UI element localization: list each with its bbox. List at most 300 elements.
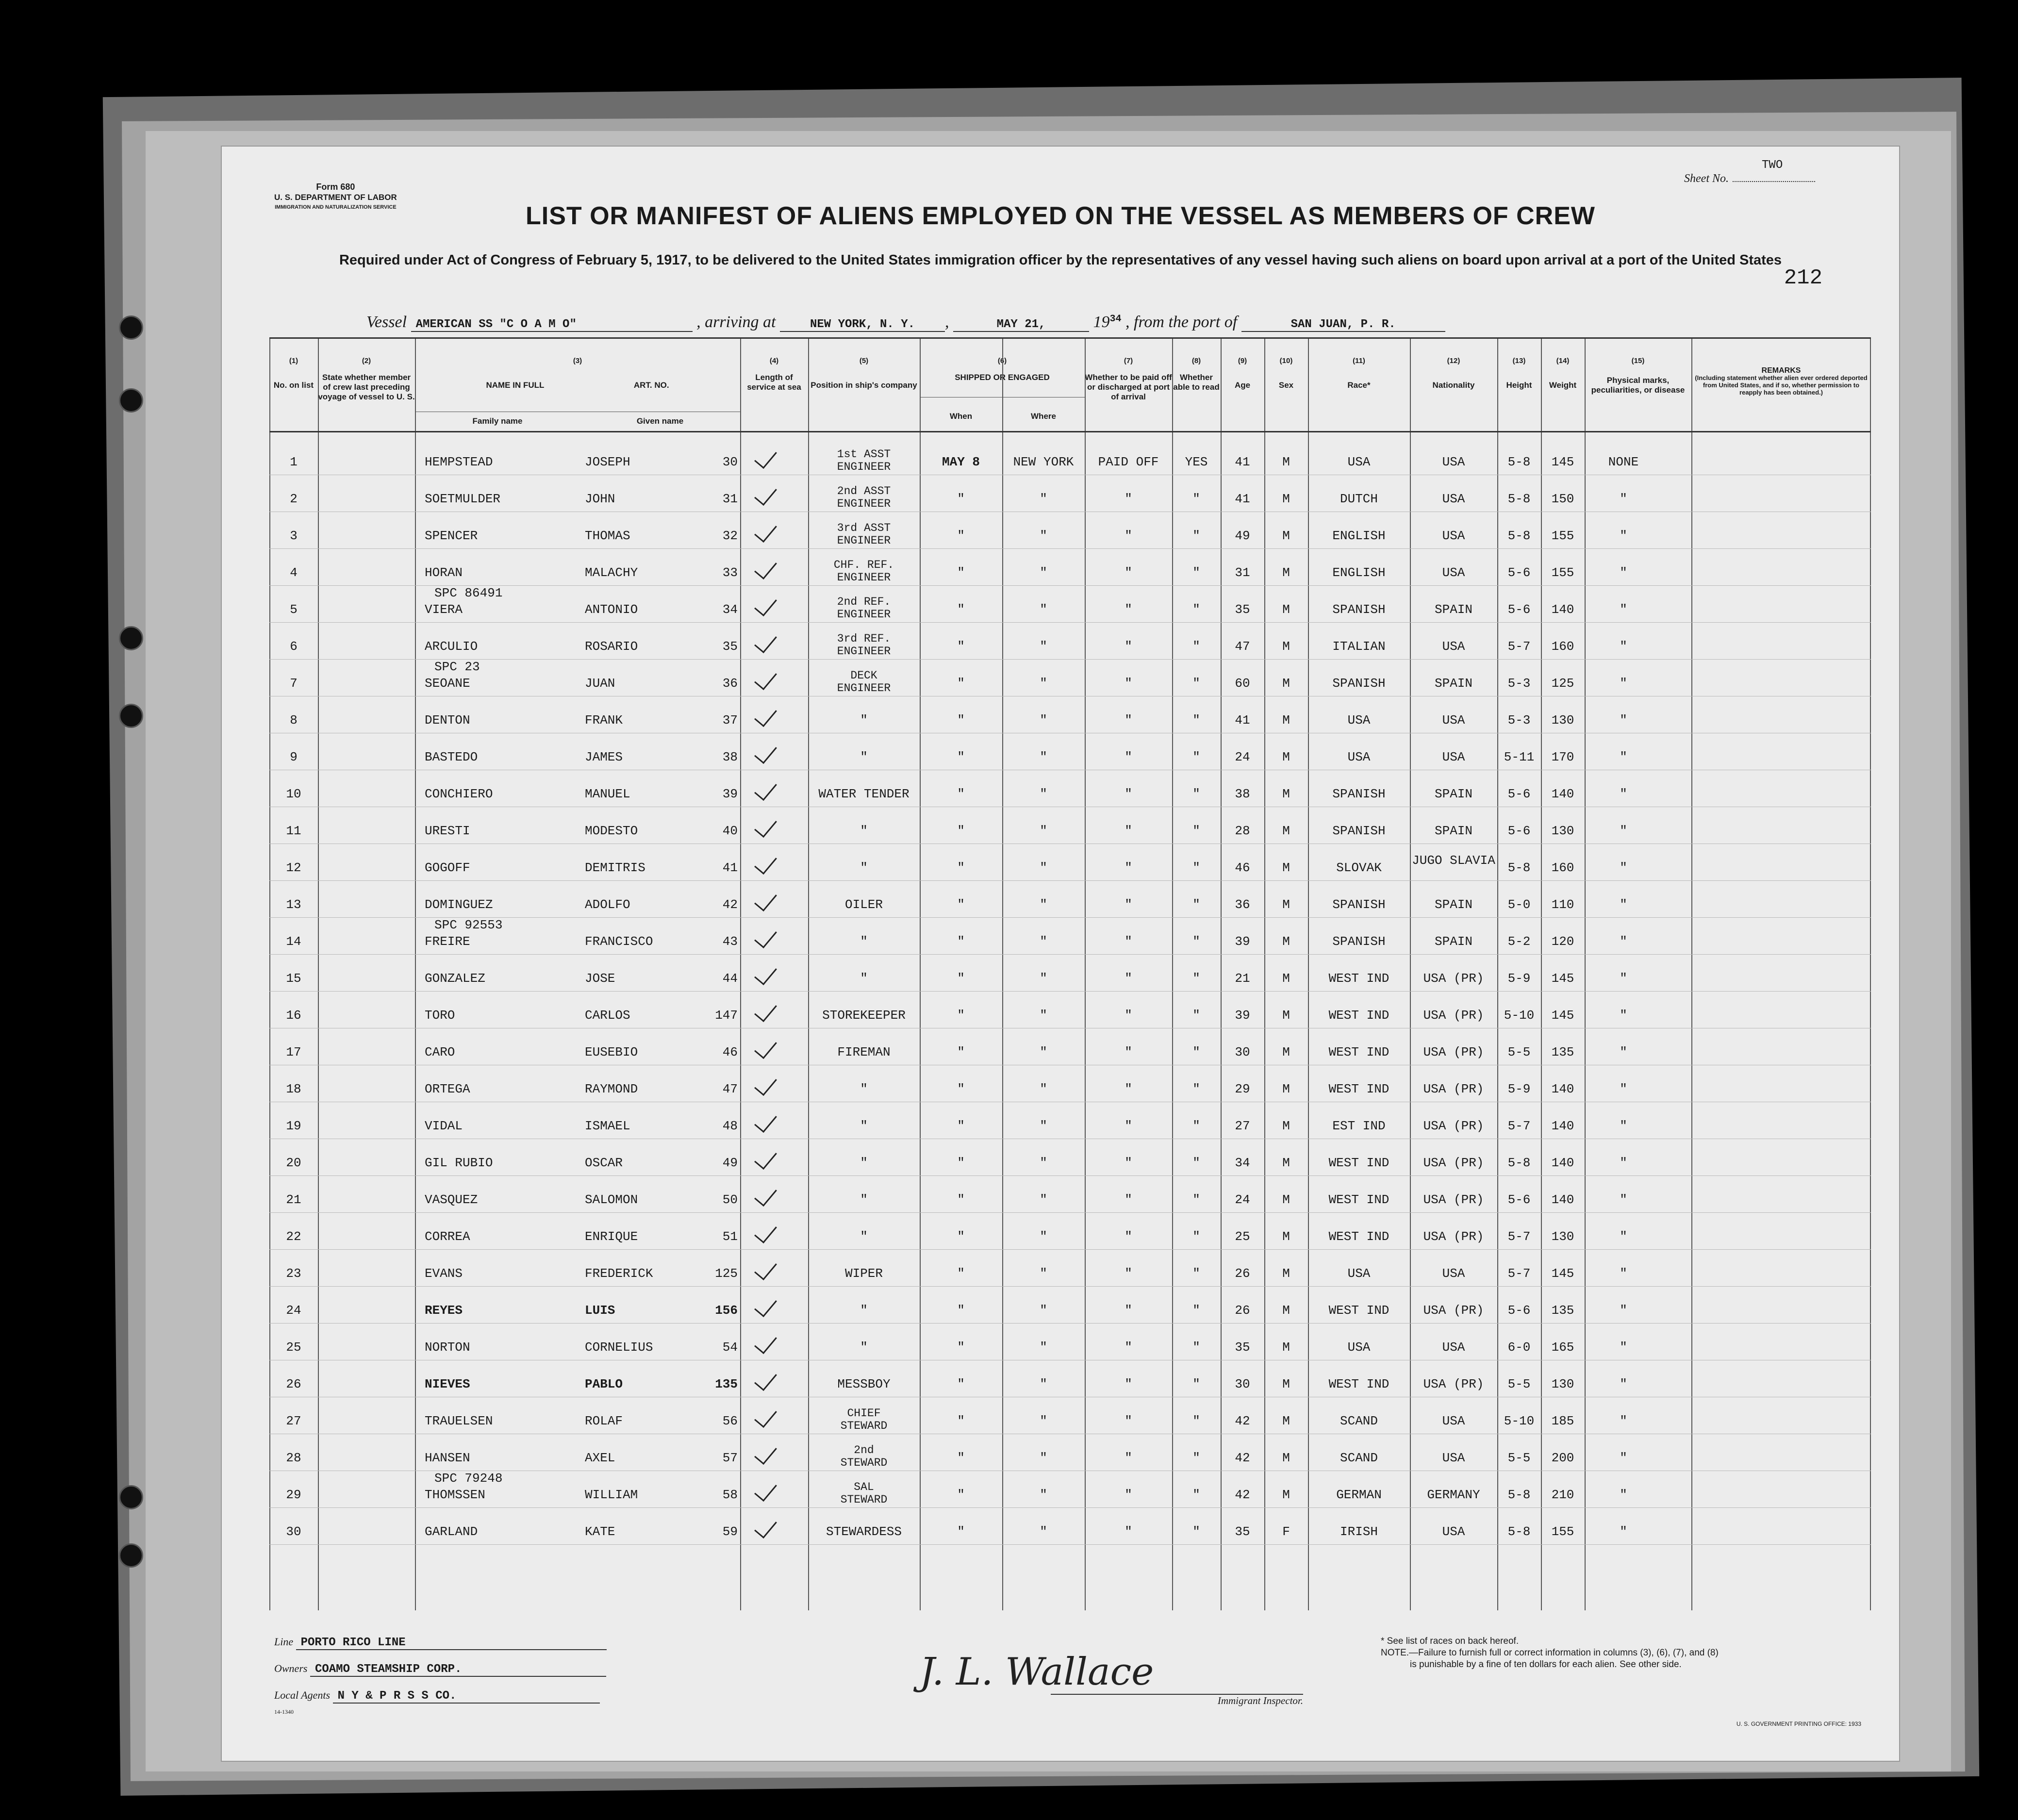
position: CHIEF <box>847 1407 881 1420</box>
height: 5-5 <box>1507 1045 1531 1059</box>
position: 2nd REF. <box>837 596 891 608</box>
shipped-when: " <box>957 750 965 764</box>
weight: 145 <box>1551 1266 1574 1281</box>
sex: M <box>1282 1488 1290 1502</box>
able-to-read: " <box>1192 1008 1200 1023</box>
height: 5-6 <box>1507 787 1531 801</box>
given-name: LUIS <box>585 1303 615 1318</box>
row-number: 20 <box>286 1156 301 1170</box>
age: 27 <box>1235 1119 1250 1133</box>
art-number: 125 <box>715 1266 738 1281</box>
sheet-number <box>1684 159 1815 185</box>
row-rule <box>269 991 1871 992</box>
able-to-read: " <box>1192 971 1200 986</box>
nationality: USA (PR) <box>1423 1045 1484 1059</box>
checkmark-icon <box>754 814 777 838</box>
checkmark-icon <box>754 445 777 469</box>
height: 5-7 <box>1507 639 1531 654</box>
weight: 160 <box>1551 639 1574 654</box>
column-rule <box>1870 339 1871 1610</box>
age: 49 <box>1235 529 1250 543</box>
art-number: 46 <box>722 1045 738 1059</box>
service-name: IMMIGRATION AND NATURALIZATION SERVICE <box>275 204 397 210</box>
inspector-label: Immigrant Inspector. <box>1051 1694 1303 1707</box>
position-line2: ENGINEER <box>837 608 891 621</box>
family-name: GIL RUBIO <box>425 1156 493 1170</box>
age: 21 <box>1235 971 1250 986</box>
weight: 165 <box>1551 1340 1574 1355</box>
checkmark-icon <box>754 1330 777 1354</box>
family-name: VIERA <box>425 602 463 617</box>
nationality: USA <box>1442 639 1465 654</box>
vessel-line: Vessel AMERICAN SS "C O A M O" , arriving at NEW YORK, N. Y. , MAY 21, $19^{34}$ , from the port of SAN JUAN, P. R. <box>366 313 1445 332</box>
position-line2: ENGINEER <box>837 682 891 695</box>
age: 34 <box>1235 1156 1250 1170</box>
weight: 170 <box>1551 750 1574 764</box>
binder-hole <box>119 388 143 413</box>
given-name: EUSEBIO <box>585 1045 638 1059</box>
age: 38 <box>1235 787 1250 801</box>
row-number: 8 <box>290 713 298 728</box>
weight: 145 <box>1551 971 1574 986</box>
race: USA <box>1347 713 1371 728</box>
height: 5-0 <box>1507 897 1531 912</box>
col-label: Nationality <box>1432 381 1475 390</box>
age: 35 <box>1235 1524 1250 1539</box>
able-to-read: " <box>1192 639 1200 654</box>
checkmark-icon <box>754 703 777 727</box>
height: 5-6 <box>1507 565 1531 580</box>
binder-hole <box>119 1543 143 1568</box>
position: " <box>860 934 868 949</box>
shipped-where: " <box>1040 529 1047 543</box>
row-rule <box>269 1175 1871 1176</box>
paid-off: " <box>1125 1156 1132 1170</box>
inspector-signature: J. L. Wallace <box>920 1650 1154 1694</box>
physical-marks: " <box>1620 713 1627 728</box>
penalty-note: NOTE.—Failure to furnish full or correct information in columns (3), (6), (7), and (8) <box>1381 1648 1719 1658</box>
row-number: 9 <box>290 750 298 764</box>
shipped-when: " <box>957 1377 965 1391</box>
height: 5-2 <box>1507 934 1531 949</box>
sex: M <box>1282 455 1290 469</box>
binder-hole <box>119 315 143 340</box>
paid-off: " <box>1125 787 1132 801</box>
checkmark-icon <box>754 1035 777 1059</box>
nationality: USA <box>1442 1266 1465 1281</box>
footer-notes <box>1381 1636 1719 1671</box>
height: 5-9 <box>1507 971 1531 986</box>
family-name: ORTEGA <box>425 1082 470 1096</box>
weight: 155 <box>1551 529 1574 543</box>
weight: 140 <box>1551 1082 1574 1096</box>
height: 5-8 <box>1507 1524 1531 1539</box>
nationality: USA (PR) <box>1423 1303 1484 1318</box>
col-header-weight <box>1541 339 1585 431</box>
shipped-when: " <box>957 529 965 543</box>
shipped-when: " <box>957 1008 965 1023</box>
physical-marks: " <box>1620 1082 1627 1096</box>
position-line2: STEWARD <box>840 1456 888 1469</box>
physical-marks: " <box>1620 787 1627 801</box>
shipped-where: " <box>1040 1340 1047 1355</box>
position-line2: STEWARD <box>840 1420 888 1432</box>
sex: M <box>1282 565 1290 580</box>
row-rule <box>269 954 1871 955</box>
family-name: EVANS <box>425 1266 463 1281</box>
row-number: 11 <box>286 824 301 838</box>
family-name: TORO <box>425 1008 455 1023</box>
position: MESSBOY <box>837 1377 891 1391</box>
height: 5-3 <box>1507 676 1531 691</box>
weight: 185 <box>1551 1414 1574 1428</box>
family-name: BASTEDO <box>425 750 478 764</box>
physical-marks: NONE <box>1608 455 1639 469</box>
paid-off: " <box>1125 824 1132 838</box>
able-to-read: " <box>1192 529 1200 543</box>
age: 35 <box>1235 602 1250 617</box>
vessel-name: AMERICAN SS "C O A M O" <box>411 318 693 332</box>
height: 5-8 <box>1507 529 1531 543</box>
col-header-paid-off <box>1085 339 1172 431</box>
given-name: OSCAR <box>585 1156 623 1170</box>
given-name: ROSARIO <box>585 639 638 654</box>
nationality: USA <box>1442 1414 1465 1428</box>
col-header-position <box>808 339 920 431</box>
shipped-when: " <box>957 1266 965 1281</box>
physical-marks: " <box>1620 1340 1627 1355</box>
paid-off: " <box>1125 1082 1132 1096</box>
col-header-nationality <box>1410 339 1497 431</box>
art-number: 43 <box>722 934 738 949</box>
year-suffix: 34 <box>1109 313 1122 325</box>
position: " <box>860 1156 868 1170</box>
family-name: VASQUEZ <box>425 1192 478 1207</box>
shipped-where: " <box>1040 971 1047 986</box>
physical-marks: " <box>1620 897 1627 912</box>
height: 5-8 <box>1507 1488 1531 1502</box>
family-name: CORREA <box>425 1229 470 1244</box>
sex: M <box>1282 1414 1290 1428</box>
shipped-where: " <box>1040 1524 1047 1539</box>
sex: F <box>1282 1524 1290 1539</box>
age: 42 <box>1235 1488 1250 1502</box>
art-number: 40 <box>722 824 738 838</box>
art-number: 47 <box>722 1082 738 1096</box>
age: 41 <box>1235 492 1250 506</box>
row-number: 5 <box>290 602 298 617</box>
given-name: ISMAEL <box>585 1119 630 1133</box>
nationality: SPAIN <box>1434 934 1472 949</box>
checkmark-icon <box>754 519 777 543</box>
height: 5-5 <box>1507 1451 1531 1465</box>
given-name: JOHN <box>585 492 615 506</box>
able-to-read: " <box>1192 897 1200 912</box>
paid-off: " <box>1125 565 1132 580</box>
position: " <box>860 1229 868 1244</box>
col-label: NAME IN FULL <box>486 381 545 390</box>
able-to-read: " <box>1192 713 1200 728</box>
able-to-read: " <box>1192 1377 1200 1391</box>
sex: M <box>1282 971 1290 986</box>
paid-off: " <box>1125 713 1132 728</box>
art-number: 50 <box>722 1192 738 1207</box>
column-rule <box>740 339 741 1610</box>
department-name: U. S. DEPARTMENT OF LABOR <box>274 193 397 202</box>
race: SLOVAK <box>1336 860 1382 875</box>
shipped-when: " <box>957 1524 965 1539</box>
checkmark-icon <box>754 1146 777 1170</box>
owners-field <box>274 1662 606 1677</box>
checkmark-icon <box>754 998 777 1022</box>
row-rule <box>269 622 1871 623</box>
col-num: (11) <box>1353 357 1365 365</box>
col-num: (4) <box>769 357 779 365</box>
family-name: NIEVES <box>425 1377 470 1391</box>
row-rule <box>269 880 1871 881</box>
position: STEWARDESS <box>826 1524 902 1539</box>
row-number: 24 <box>286 1303 301 1318</box>
shipped-where: " <box>1040 1119 1047 1133</box>
height: 5-3 <box>1507 713 1531 728</box>
checkmark-icon <box>754 1441 777 1465</box>
race: ENGLISH <box>1332 529 1386 543</box>
row-rule <box>269 1249 1871 1250</box>
given-name: SALOMON <box>585 1192 638 1207</box>
row-number: 4 <box>290 565 298 580</box>
physical-marks: " <box>1620 676 1627 691</box>
nationality: USA (PR) <box>1423 1377 1484 1391</box>
race: SPANISH <box>1332 897 1386 912</box>
col-label: Position in ship's company <box>811 381 917 390</box>
owners-label: Owners <box>274 1662 308 1674</box>
physical-marks: " <box>1620 971 1627 986</box>
weight: 130 <box>1551 1229 1574 1244</box>
row-rule <box>269 585 1871 586</box>
shipped-when: MAY 8 <box>942 455 980 469</box>
col-num: (13) <box>1512 357 1526 365</box>
sex: M <box>1282 824 1290 838</box>
age: 42 <box>1235 1451 1250 1465</box>
paid-off: " <box>1125 676 1132 691</box>
art-number: 32 <box>722 529 738 543</box>
nationality: USA <box>1442 565 1465 580</box>
weight: 120 <box>1551 934 1574 949</box>
crew-table <box>269 337 1871 1610</box>
weight: 140 <box>1551 602 1574 617</box>
art-no-label: ART. NO. <box>633 381 669 390</box>
age: 42 <box>1235 1414 1250 1428</box>
checkmark-icon <box>754 482 777 506</box>
position-line2: STEWARD <box>840 1493 888 1506</box>
row-number: 26 <box>286 1377 301 1391</box>
sex: M <box>1282 1266 1290 1281</box>
given-name: MANUEL <box>585 787 630 801</box>
shipped-when: " <box>957 602 965 617</box>
paid-off: " <box>1125 971 1132 986</box>
weight: 145 <box>1551 455 1574 469</box>
art-number: 35 <box>722 639 738 654</box>
col-header-race <box>1308 339 1410 431</box>
row-number: 6 <box>290 639 298 654</box>
physical-marks: " <box>1620 492 1627 506</box>
weight: 130 <box>1551 824 1574 838</box>
position: WIPER <box>844 1266 883 1281</box>
nationality: USA (PR) <box>1423 1082 1484 1096</box>
race: SCAND <box>1340 1451 1378 1465</box>
given-name: MODESTO <box>585 824 638 838</box>
art-number: 39 <box>722 787 738 801</box>
given-name: JAMES <box>585 750 623 764</box>
col-num: (12) <box>1447 357 1460 365</box>
paid-off: " <box>1125 750 1132 764</box>
row-number: 27 <box>286 1414 301 1428</box>
age: 30 <box>1235 1045 1250 1059</box>
nationality: USA <box>1442 492 1465 506</box>
shipped-where: " <box>1040 492 1047 506</box>
year-prefix: 19 <box>1093 313 1110 331</box>
given-name: CORNELIUS <box>585 1340 653 1355</box>
age: 24 <box>1235 1192 1250 1207</box>
header-rule <box>269 431 1871 432</box>
physical-marks: " <box>1620 1266 1627 1281</box>
nationality: USA <box>1442 1451 1465 1465</box>
family-name: CONCHIERO <box>425 787 493 801</box>
line-label: Line <box>274 1636 294 1648</box>
able-to-read: " <box>1192 860 1200 875</box>
race: ENGLISH <box>1332 565 1386 580</box>
physical-marks: " <box>1620 639 1627 654</box>
age: 26 <box>1235 1303 1250 1318</box>
page-number: 212 <box>1784 266 1822 290</box>
shipped-where: " <box>1040 1008 1047 1023</box>
col-label: SHIPPED OR ENGAGED <box>955 373 1050 382</box>
height: 5-11 <box>1504 750 1535 764</box>
paid-off: " <box>1125 1045 1132 1059</box>
row-rule <box>269 1544 1871 1545</box>
art-number: 147 <box>715 1008 738 1023</box>
shipped-where: " <box>1040 897 1047 912</box>
art-number: 30 <box>722 455 738 469</box>
checkmark-icon <box>754 1515 777 1539</box>
paid-off: " <box>1125 639 1132 654</box>
checkmark-icon <box>754 1293 777 1317</box>
position-line2: ENGINEER <box>837 461 891 473</box>
shipped-when: " <box>957 1082 965 1096</box>
paid-off: " <box>1125 1119 1132 1133</box>
shipped-when: " <box>957 1414 965 1428</box>
spc-number: SPC 92553 <box>434 918 503 932</box>
weight: 155 <box>1551 565 1574 580</box>
race: DUTCH <box>1340 492 1378 506</box>
row-number: 14 <box>286 934 301 949</box>
shipped-where: " <box>1040 860 1047 875</box>
age: 47 <box>1235 639 1250 654</box>
able-to-read: " <box>1192 934 1200 949</box>
col-num: (6) <box>997 357 1007 365</box>
shipped-when: " <box>957 1451 965 1465</box>
paid-off: " <box>1125 1266 1132 1281</box>
race: USA <box>1347 455 1371 469</box>
race: WEST IND <box>1328 1008 1389 1023</box>
nationality: SPAIN <box>1434 787 1472 801</box>
manifest-title: LIST OR MANIFEST OF ALIENS EMPLOYED ON THE VESSEL AS MEMBERS OF CREW <box>526 202 1595 230</box>
row-number: 2 <box>290 492 298 506</box>
race: WEST IND <box>1328 1045 1389 1059</box>
line-value: PORTO RICO LINE <box>296 1636 607 1650</box>
able-to-read: " <box>1192 1082 1200 1096</box>
age: 31 <box>1235 565 1250 580</box>
sex: M <box>1282 1377 1290 1391</box>
row-number: 17 <box>286 1045 301 1059</box>
sex: M <box>1282 639 1290 654</box>
family-name: GONZALEZ <box>425 971 485 986</box>
sex: M <box>1282 713 1290 728</box>
position: WATER TENDER <box>818 787 910 801</box>
arrival-date: MAY 21, <box>953 318 1089 332</box>
position: " <box>860 1192 868 1207</box>
race: SPANISH <box>1332 787 1386 801</box>
race: SPANISH <box>1332 676 1386 691</box>
art-number: 36 <box>722 676 738 691</box>
race: EST IND <box>1332 1119 1386 1133</box>
position: " <box>860 750 868 764</box>
art-number: 135 <box>715 1377 738 1391</box>
family-name-header: Family name <box>472 416 523 426</box>
binder-hole <box>119 626 143 650</box>
nationality: USA (PR) <box>1423 1156 1484 1170</box>
col-header-read <box>1172 339 1221 431</box>
row-rule <box>269 917 1871 918</box>
shipped-when: " <box>957 713 965 728</box>
position: 3rd ASST <box>837 522 891 534</box>
paid-off: " <box>1125 934 1132 949</box>
paid-off: " <box>1125 1377 1132 1391</box>
checkmark-icon <box>754 777 777 801</box>
race: SPANISH <box>1332 824 1386 838</box>
art-number: 38 <box>722 750 738 764</box>
shipped-when: " <box>957 1340 965 1355</box>
sex: M <box>1282 1045 1290 1059</box>
row-number: 10 <box>286 787 301 801</box>
physical-marks: " <box>1620 1156 1627 1170</box>
sex: M <box>1282 1119 1290 1133</box>
paid-off: " <box>1125 1488 1132 1502</box>
physical-marks: " <box>1620 1488 1627 1502</box>
shipped-where: " <box>1040 1229 1047 1244</box>
vessel-label: Vessel <box>366 313 407 331</box>
able-to-read: " <box>1192 1303 1200 1318</box>
given-name: JOSE <box>585 971 615 986</box>
age: 41 <box>1235 455 1250 469</box>
shipped-when: " <box>957 492 965 506</box>
position: " <box>860 1082 868 1096</box>
row-rule <box>269 659 1871 660</box>
row-rule <box>269 1212 1871 1213</box>
physical-marks: " <box>1620 565 1627 580</box>
physical-marks: " <box>1620 860 1627 875</box>
art-number: 48 <box>722 1119 738 1133</box>
height: 5-10 <box>1504 1008 1535 1023</box>
family-name: URESTI <box>425 824 470 838</box>
row-rule <box>269 548 1871 549</box>
from-label: , from the port of <box>1125 313 1238 331</box>
weight: 150 <box>1551 492 1574 506</box>
given-name: CARLOS <box>585 1008 630 1023</box>
weight: 125 <box>1551 676 1574 691</box>
age: 39 <box>1235 934 1250 949</box>
manifest-subtitle: Required under Act of Congress of February 5, 1917, to be delivered to the United States immigration officer by the representatives of any vessel having such aliens on board upon arrival at a port of the United States <box>339 252 1782 268</box>
